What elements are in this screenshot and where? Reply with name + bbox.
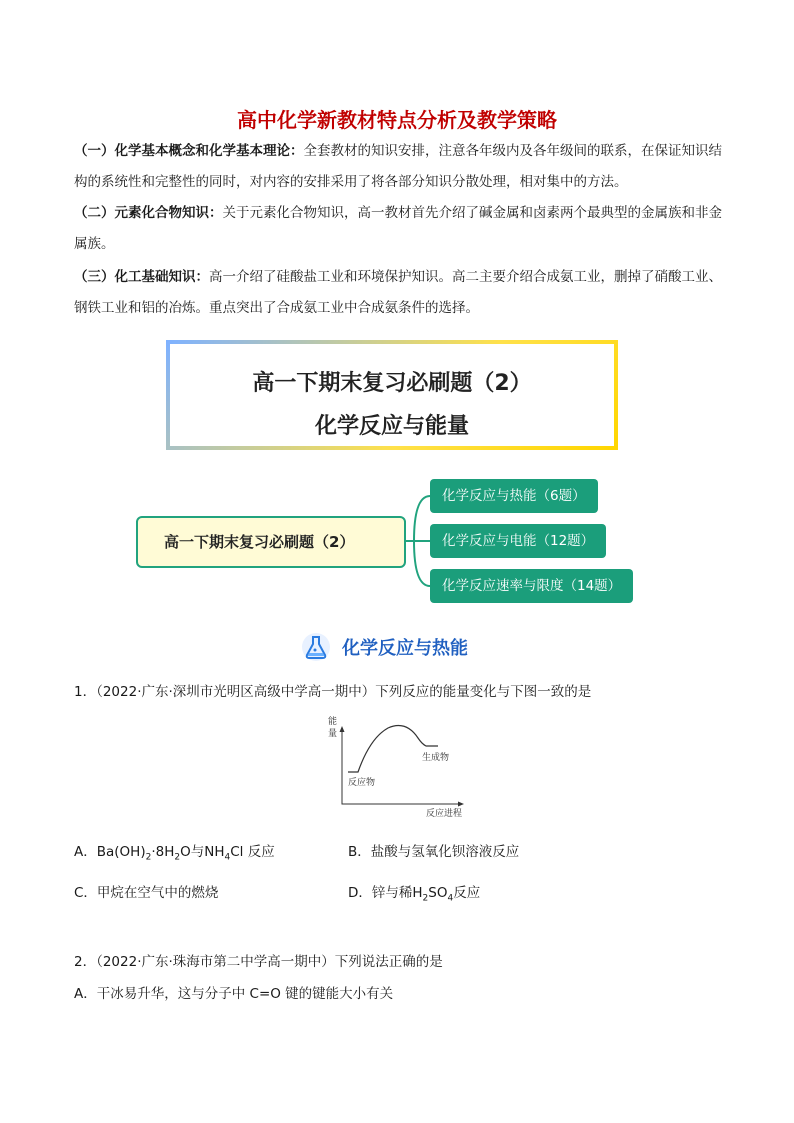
intro-text: 全套教材的知识安排，注意各年级内及各年级间的联系，在保证知识结构的系统性和完整性的同时，对内容的安排采用了将各部分知识分散处理，相对集中的方法。 xyxy=(74,143,722,190)
question-2-stem: 2．（2022·广东·珠海市第二中学高一期中）下列说法正确的是 xyxy=(74,954,443,970)
banner-line-2: 化学反应与能量 xyxy=(314,414,469,439)
energy-product-label: 生成物 xyxy=(422,753,450,763)
intro-paragraph-2 xyxy=(74,198,724,260)
mindmap-branch-heat[interactable]: 化学反应与热能（6题） xyxy=(430,479,598,513)
banner-line-1: 高一下期末复习必刷题（2） xyxy=(252,371,532,396)
section-title: 化学反应与热能 xyxy=(342,638,468,659)
q1-option-b[interactable]: B．盐酸与氢氧化钡溶液反应 xyxy=(348,844,520,860)
question-1-stem: 1．（2022·广东·深圳市光明区高级中学高一期中）下列反应的能量变化与下图一致的是 xyxy=(74,684,592,700)
q1-option-a[interactable]: A．$Ba(OH)_2\cdot 8H_2O$与$NH_4Cl$ 反应 xyxy=(74,844,275,863)
energy-ylabel-2: 量 xyxy=(328,729,338,739)
title-banner xyxy=(166,340,618,450)
energy-reactant-label: 反应物 xyxy=(348,778,376,788)
energy-diagram xyxy=(322,712,482,822)
intro-paragraph-1 xyxy=(74,136,724,198)
q1-option-d[interactable]: D．锌与稀$H_2SO_4$反应 xyxy=(348,885,481,904)
intro-label: （三）化工基础知识： xyxy=(74,269,209,285)
page-title: 高中化学新教材特点分析及教学策略 xyxy=(237,108,557,132)
mindmap-branch-electric[interactable]: 化学反应与电能（12题） xyxy=(430,524,606,558)
mindmap-branch-rate[interactable]: 化学反应速率与限度（14题） xyxy=(430,569,633,603)
intro-text: 高一介绍了硅酸盐工业和环境保护知识。高二主要介绍合成氨工业，删掉了硝酸工业、钢铁工业和铝的冶炼。重点突出了合成氨工业中合成氨条件的选择。 xyxy=(74,269,722,316)
intro-label: （二）元素化合物知识： xyxy=(74,205,223,221)
q1-option-c[interactable]: C．甲烷在空气中的燃烧 xyxy=(74,885,219,901)
section-header xyxy=(300,632,468,662)
mindmap-root: 高一下期末复习必刷题（2） xyxy=(136,516,406,568)
intro-text: 关于元素化合物知识，高一教材首先介绍了碱金属和卤素两个最典型的金属族和非金属族。 xyxy=(74,205,722,252)
intro-label: （一）化学基本概念和化学基本理论： xyxy=(74,143,304,159)
energy-ylabel-1: 能 xyxy=(328,717,338,727)
energy-xlabel: 反应进程 xyxy=(426,809,463,819)
flask-icon xyxy=(300,632,332,662)
q2-option-a[interactable]: A．干冰易升华，这与分子中 C=O 键的键能大小有关 xyxy=(74,986,394,1002)
intro-paragraph-3 xyxy=(74,262,724,324)
